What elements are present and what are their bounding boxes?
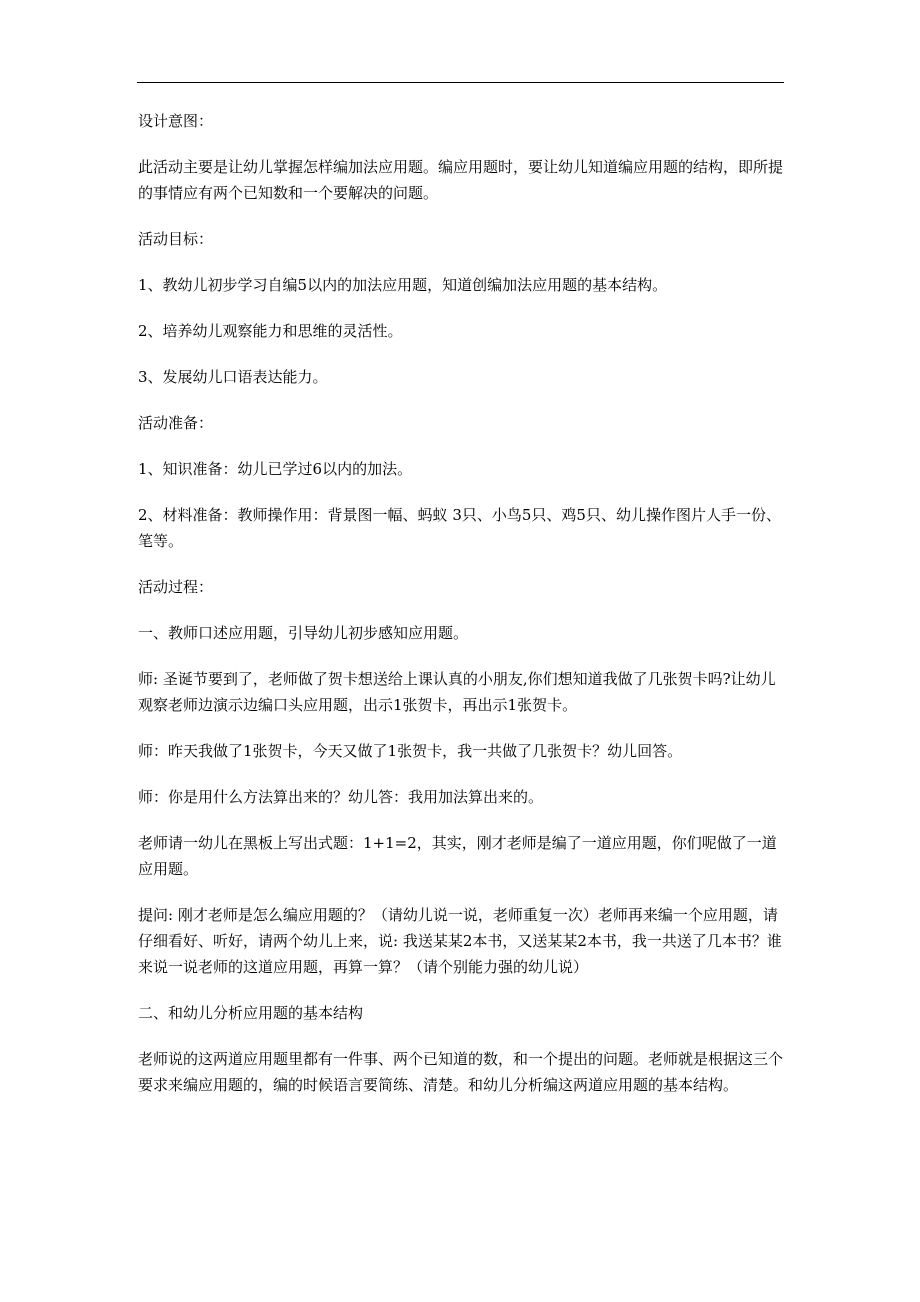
process-step-1-heading: 一、教师口述应用题，引导幼儿初步感知应用题。 [138,624,469,642]
preparation-item-2: 2、材料准备：教师操作用：背景图一幅、蚂蚁 3只、小鸟5只、鸡5只、幼儿操作图片人手一份、笔等。 [138,506,781,550]
paragraph-teacher-intro: 师: 圣诞节要到了，老师做了贺卡想送给上课认真的小朋友,你们想知道我做了几张贺卡吗?让幼儿观察老师边演示边编口头应用题，出示1张贺卡，再出示1张贺卡。 [138,670,776,714]
section-heading-preparation: 活动准备： [138,414,214,432]
section-heading-goals: 活动目标： [138,230,214,248]
process-step-2-heading: 二、和幼儿分析应用题的基本结构 [138,1004,364,1022]
paragraph-question-prompt: 提问: 刚才老师是怎么编应用题的？（请幼儿说一说，老师重复一次）老师再来编一个应用题，请仔细看好、听好，请两个幼儿上来，说: 我送某某2本书，又送某某2本书，我一共送了几本书？谁来说一说老师的这道应用题，再算一算？（请个别能力强的幼儿说） [138,906,782,976]
preparation-item-1: 1、知识准备：幼儿已学过6以内的加法。 [138,460,413,478]
document-body [138,108,786,1098]
paragraph-structure-analysis: 老师说的这两道应用题里都有一件事、两个已知道的数，和一个提出的问题。老师就是根据这三个要求来编应用题的，编的时候语言要简练、清楚。和幼儿分析编这两道应用题的基本结构。 [138,1050,784,1094]
paragraph-formula: 老师请一幼儿在黑板上写出式题：1+1=2，其实，刚才老师是编了一道应用题，你们呢做了一道应用题。 [138,834,777,878]
paragraph-design-intent: 此活动主要是让幼儿掌握怎样编加法应用题。编应用题时，要让幼儿知道编应用题的结构，即所提的事情应有两个已知数和一个要解决的问题。 [138,158,784,202]
goal-item-3: 3、发展幼儿口语表达能力。 [138,368,328,386]
goal-item-2: 2、培养幼儿观察能力和思维的灵活性。 [138,322,403,340]
section-heading-process: 活动过程： [138,578,214,596]
paragraph-method-answer: 师：你是用什么方法算出来的？幼儿答：我用加法算出来的。 [138,788,544,806]
header-rule [137,82,784,83]
section-heading-design-intent: 设计意图： [138,112,214,130]
goal-item-1: 1、教幼儿初步学习自编5以内的加法应用题，知道创编加法应用题的基本结构。 [138,276,668,294]
paragraph-teacher-question: 师：昨天我做了1张贺卡，今天又做了1张贺卡，我一共做了几张贺卡？幼儿回答。 [138,742,683,760]
